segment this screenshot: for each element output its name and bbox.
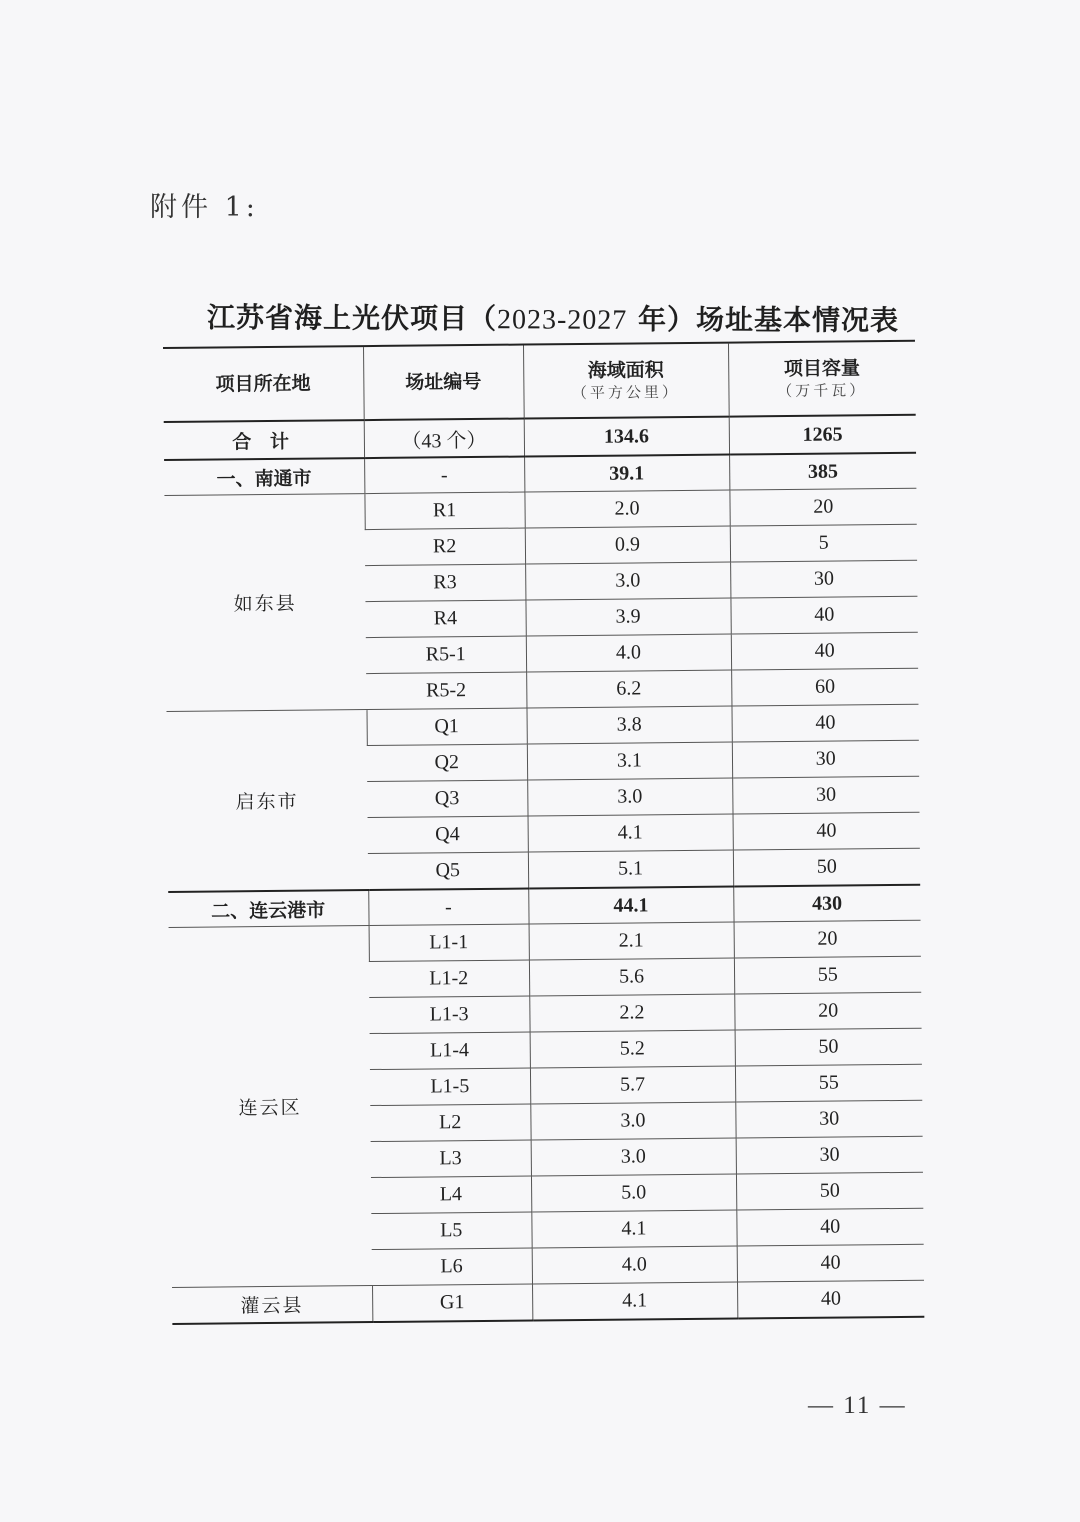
total-area: 134.6 bbox=[524, 417, 729, 457]
site-area: 3.8 bbox=[526, 706, 731, 744]
site-id: Q5 bbox=[368, 852, 528, 890]
site-capacity: 40 bbox=[731, 632, 918, 670]
title-prefix: 江苏省海上光伏项目（ bbox=[206, 301, 498, 336]
site-capacity: 30 bbox=[732, 740, 919, 778]
site-capacity: 5 bbox=[730, 524, 917, 562]
header-site-id: 场址编号 bbox=[363, 345, 524, 421]
site-capacity: 55 bbox=[735, 1064, 922, 1102]
site-area: 5.6 bbox=[529, 958, 734, 996]
site-capacity: 40 bbox=[737, 1244, 924, 1282]
title-suffix: 年）场址基本情况表 bbox=[627, 302, 900, 338]
site-id: L2 bbox=[370, 1104, 530, 1142]
site-area: 5.0 bbox=[531, 1174, 736, 1212]
site-area: 3.1 bbox=[527, 742, 732, 780]
header-area bbox=[523, 343, 729, 419]
site-id: Q2 bbox=[367, 744, 527, 782]
site-area: 3.0 bbox=[525, 562, 730, 600]
site-id: R2 bbox=[365, 528, 525, 566]
site-area: 2.2 bbox=[529, 994, 734, 1032]
site-table bbox=[163, 340, 924, 1325]
site-capacity: 30 bbox=[730, 560, 917, 598]
site-capacity: 30 bbox=[735, 1100, 922, 1138]
site-capacity: 20 bbox=[734, 920, 921, 958]
header-location: 项目所在地 bbox=[163, 346, 364, 422]
county-guanyun: 灌云县 bbox=[172, 1286, 372, 1324]
site-area: 4.1 bbox=[531, 1210, 736, 1248]
attachment-label: 附件 1: bbox=[150, 192, 259, 223]
site-area: 4.1 bbox=[532, 1282, 737, 1320]
site-area: 5.7 bbox=[530, 1066, 735, 1104]
site-id: Q4 bbox=[368, 816, 528, 854]
site-id: L3 bbox=[371, 1140, 531, 1178]
site-capacity: 40 bbox=[731, 704, 918, 742]
site-area: 2.1 bbox=[529, 922, 734, 960]
county-lianyun: 连云区 bbox=[169, 926, 372, 1288]
site-area: 3.0 bbox=[531, 1138, 736, 1176]
city-capacity: 430 bbox=[733, 885, 920, 922]
site-id: L1-2 bbox=[369, 960, 529, 998]
site-area: 3.0 bbox=[527, 778, 732, 816]
header-area-label: 海域面积 bbox=[587, 359, 664, 382]
site-id: L5 bbox=[371, 1212, 531, 1250]
header-area-unit: （平方公里） bbox=[571, 382, 681, 402]
site-id: R4 bbox=[365, 600, 525, 638]
site-id: Q1 bbox=[366, 708, 526, 746]
table-header-row bbox=[163, 341, 916, 422]
site-area: 4.1 bbox=[528, 814, 733, 852]
page-number: — 11 — bbox=[808, 1392, 907, 1419]
site-id: R5-2 bbox=[366, 672, 526, 710]
site-capacity: 30 bbox=[736, 1136, 923, 1174]
county-qidong: 启东市 bbox=[166, 710, 368, 892]
site-capacity: 50 bbox=[733, 848, 920, 886]
site-area: 3.9 bbox=[525, 598, 730, 636]
header-capacity bbox=[728, 341, 916, 417]
site-id: R5-1 bbox=[366, 636, 526, 674]
site-area: 2.0 bbox=[524, 490, 729, 528]
table-row bbox=[172, 1280, 924, 1324]
site-capacity: 20 bbox=[729, 488, 916, 526]
site-capacity: 40 bbox=[730, 596, 917, 634]
site-id: L1-4 bbox=[370, 1032, 530, 1070]
total-label: 合 计 bbox=[164, 420, 364, 460]
total-capacity: 1265 bbox=[729, 415, 916, 455]
city-site: - bbox=[368, 889, 528, 926]
site-area: 3.0 bbox=[530, 1102, 735, 1140]
site-id: Q3 bbox=[367, 780, 527, 818]
site-capacity: 40 bbox=[733, 812, 920, 850]
site-id: L4 bbox=[371, 1176, 531, 1214]
site-id: L1-1 bbox=[369, 924, 529, 962]
site-id: R1 bbox=[364, 492, 524, 530]
city-label: 一、南通市 bbox=[164, 458, 364, 495]
total-count: （43 个） bbox=[364, 419, 524, 459]
city-site: - bbox=[364, 457, 524, 494]
site-capacity: 30 bbox=[732, 776, 919, 814]
site-table-wrapper bbox=[163, 340, 924, 1325]
city-capacity: 385 bbox=[729, 453, 916, 490]
site-id: L6 bbox=[372, 1248, 532, 1286]
site-capacity: 50 bbox=[735, 1028, 922, 1066]
header-capacity-unit: （万千瓦） bbox=[777, 380, 868, 400]
site-area: 4.0 bbox=[532, 1246, 737, 1284]
site-id: L1-3 bbox=[369, 996, 529, 1034]
title-years: 2023-2027 bbox=[496, 304, 628, 336]
site-area: 5.1 bbox=[528, 850, 733, 888]
city-area: 39.1 bbox=[524, 455, 729, 492]
table-title bbox=[207, 296, 899, 339]
site-id: G1 bbox=[372, 1284, 532, 1322]
site-id: L1-5 bbox=[370, 1068, 530, 1106]
city-area: 44.1 bbox=[528, 887, 733, 924]
site-area: 4.0 bbox=[526, 634, 731, 672]
site-capacity: 40 bbox=[736, 1208, 923, 1246]
site-area: 5.2 bbox=[530, 1030, 735, 1068]
city-label: 二、连云港市 bbox=[168, 890, 368, 927]
site-capacity: 20 bbox=[734, 992, 921, 1030]
site-capacity: 55 bbox=[734, 956, 921, 994]
header-capacity-label: 项目容量 bbox=[783, 357, 861, 380]
site-capacity: 60 bbox=[731, 668, 918, 706]
site-area: 6.2 bbox=[526, 670, 731, 708]
site-capacity: 50 bbox=[736, 1172, 923, 1210]
site-area: 0.9 bbox=[525, 526, 730, 564]
site-capacity: 40 bbox=[737, 1280, 924, 1318]
county-rudong: 如东县 bbox=[164, 494, 366, 712]
site-id: R3 bbox=[365, 564, 525, 602]
